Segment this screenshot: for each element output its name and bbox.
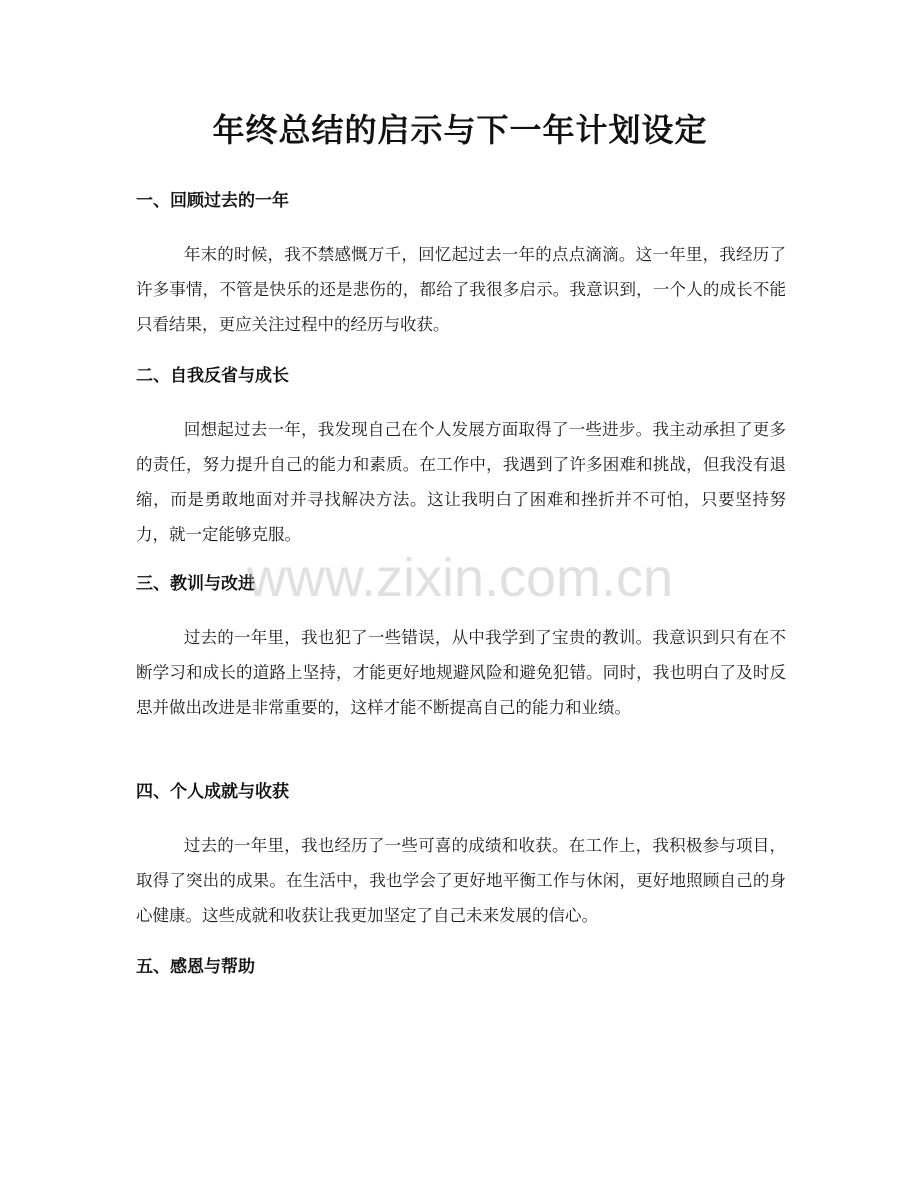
section-heading-1: 一、回顾过去的一年 — [136, 191, 289, 211]
section-heading-4: 四、个人成就与收获 — [136, 782, 289, 802]
section-paragraph-2: 回想起过去一年，我发现自己在个人发展方面取得了一些进步。我主动承担了更多的责任，努力提升自己的能力和素质。在工作中，我遇到了许多困难和挑战，但我没有退缩，而是勇敢地面对并寻找解决方法。这让我明白了困难和挫折并不可怕，只要坚持努力，就一定能够克服。 — [136, 420, 786, 544]
section-heading-2: 二、自我反省与成长 — [136, 366, 289, 386]
document-title: 年终总结的启示与下一年计划设定 — [212, 111, 708, 149]
watermark: www.zixin.com.cn — [246, 548, 674, 608]
section-heading-3: 三、教训与改进 — [136, 574, 255, 594]
section-paragraph-4: 过去的一年里，我也经历了一些可喜的成绩和收获。在工作上，我积极参与项目，取得了突出的成果。在生活中，我也学会了更好地平衡工作与休闲，更好地照顾自己的身心健康。这些成就和收获让我更加坚定了自己未来发展的信心。 — [136, 836, 786, 925]
section-paragraph-3: 过去的一年里，我也犯了一些错误，从中我学到了宝贵的教训。我意识到只有在不断学习和成长的道路上坚持，才能更好地规避风险和避免犯错。同时，我也明白了及时反思并做出改进是非常重要的，这样才能不断提高自己的能力和业绩。 — [136, 628, 786, 717]
section-paragraph-1: 年末的时候，我不禁感慨万千，回忆起过去一年的点点滴滴。这一年里，我经历了许多事情，不管是快乐的还是悲伤的，都给了我很多启示。我意识到，一个人的成长不能只看结果，更应关注过程中的经历与收获。 — [136, 245, 786, 334]
section-heading-5: 五、感恩与帮助 — [136, 957, 255, 977]
